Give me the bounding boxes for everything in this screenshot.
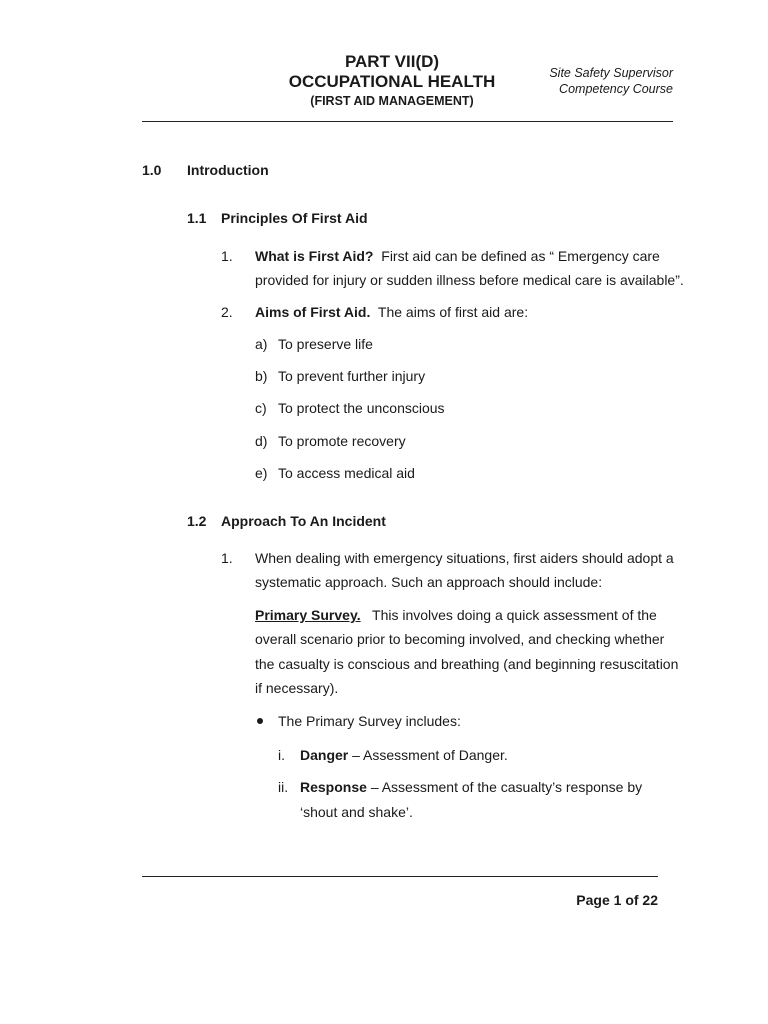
item-text: When dealing with emergency situations, first aiders should adopt a — [255, 550, 674, 566]
primary-survey-text: This involves doing a quick assessment of the — [372, 607, 657, 623]
document-title: OCCUPATIONAL HEALTH — [288, 72, 496, 91]
aim-letter: b) — [255, 368, 268, 384]
course-line-2: Competency Course — [559, 82, 673, 96]
roman-item — [300, 743, 508, 767]
aim-text: To access medical aid — [278, 465, 415, 481]
primary-survey-line: if necessary). — [255, 680, 339, 696]
course-line-1: Site Safety Supervisor — [549, 66, 673, 80]
roman-text: – Assessment of Danger. — [352, 747, 508, 763]
item-lead: Aims of First Aid. — [255, 304, 371, 320]
roman-number: i. — [278, 747, 285, 763]
part-heading: PART VII(D) — [344, 52, 440, 71]
roman-item — [300, 775, 642, 799]
footer-rule — [142, 876, 658, 877]
aim-text: To protect the unconscious — [278, 400, 445, 416]
aim-text: To promote recovery — [278, 433, 406, 449]
list-item-number: 1. — [221, 550, 233, 566]
aim-letter: c) — [255, 400, 267, 416]
primary-survey-lead: Primary Survey. — [255, 607, 361, 623]
list-item — [255, 300, 528, 324]
list-item-number: 2. — [221, 304, 233, 320]
item-lead: What is First Aid? — [255, 248, 374, 264]
bullet-text: The Primary Survey includes: — [278, 713, 461, 729]
document-subtitle: (FIRST AID MANAGEMENT) — [310, 94, 474, 108]
aim-letter: e) — [255, 465, 268, 481]
roman-lead: Danger — [300, 747, 349, 763]
list-item-number: 1. — [221, 248, 233, 264]
subsection-number: 1.1 — [187, 210, 207, 226]
aim-letter: a) — [255, 336, 268, 352]
bullet-icon — [257, 718, 263, 724]
page-number: Page 1 of 22 — [576, 892, 658, 908]
primary-survey-line: overall scenario prior to becoming involved, and checking whether — [255, 631, 665, 647]
primary-survey-paragraph — [255, 603, 679, 627]
section-number: 1.0 — [142, 162, 162, 178]
item-text-continued: provided for injury or sudden illness before medical care is available”. — [255, 272, 684, 288]
header-rule — [142, 121, 673, 122]
aim-text: To preserve life — [278, 336, 373, 352]
list-item — [255, 244, 679, 268]
item-text: The aims of first aid are: — [377, 304, 529, 320]
subsection-number: 1.2 — [187, 513, 207, 529]
roman-lead: Response — [300, 779, 367, 795]
primary-survey-line: the casualty is conscious and breathing (and beginning resuscitation — [255, 656, 679, 672]
aim-letter: d) — [255, 433, 268, 449]
roman-text-continued: ‘shout and shake’. — [300, 804, 413, 820]
section-title: Introduction — [187, 162, 269, 178]
subsection-title: Principles Of First Aid — [221, 210, 368, 226]
subsection-title: Approach To An Incident — [221, 513, 386, 529]
roman-number: ii. — [278, 779, 289, 795]
item-text-continued: systematic approach. Such an approach should include: — [255, 574, 603, 590]
aim-text: To prevent further injury — [278, 368, 426, 384]
item-text: First aid can be defined as “ Emergency care — [381, 248, 660, 264]
course-name — [453, 65, 673, 97]
roman-text: – Assessment of the casualty’s response by — [370, 779, 643, 795]
